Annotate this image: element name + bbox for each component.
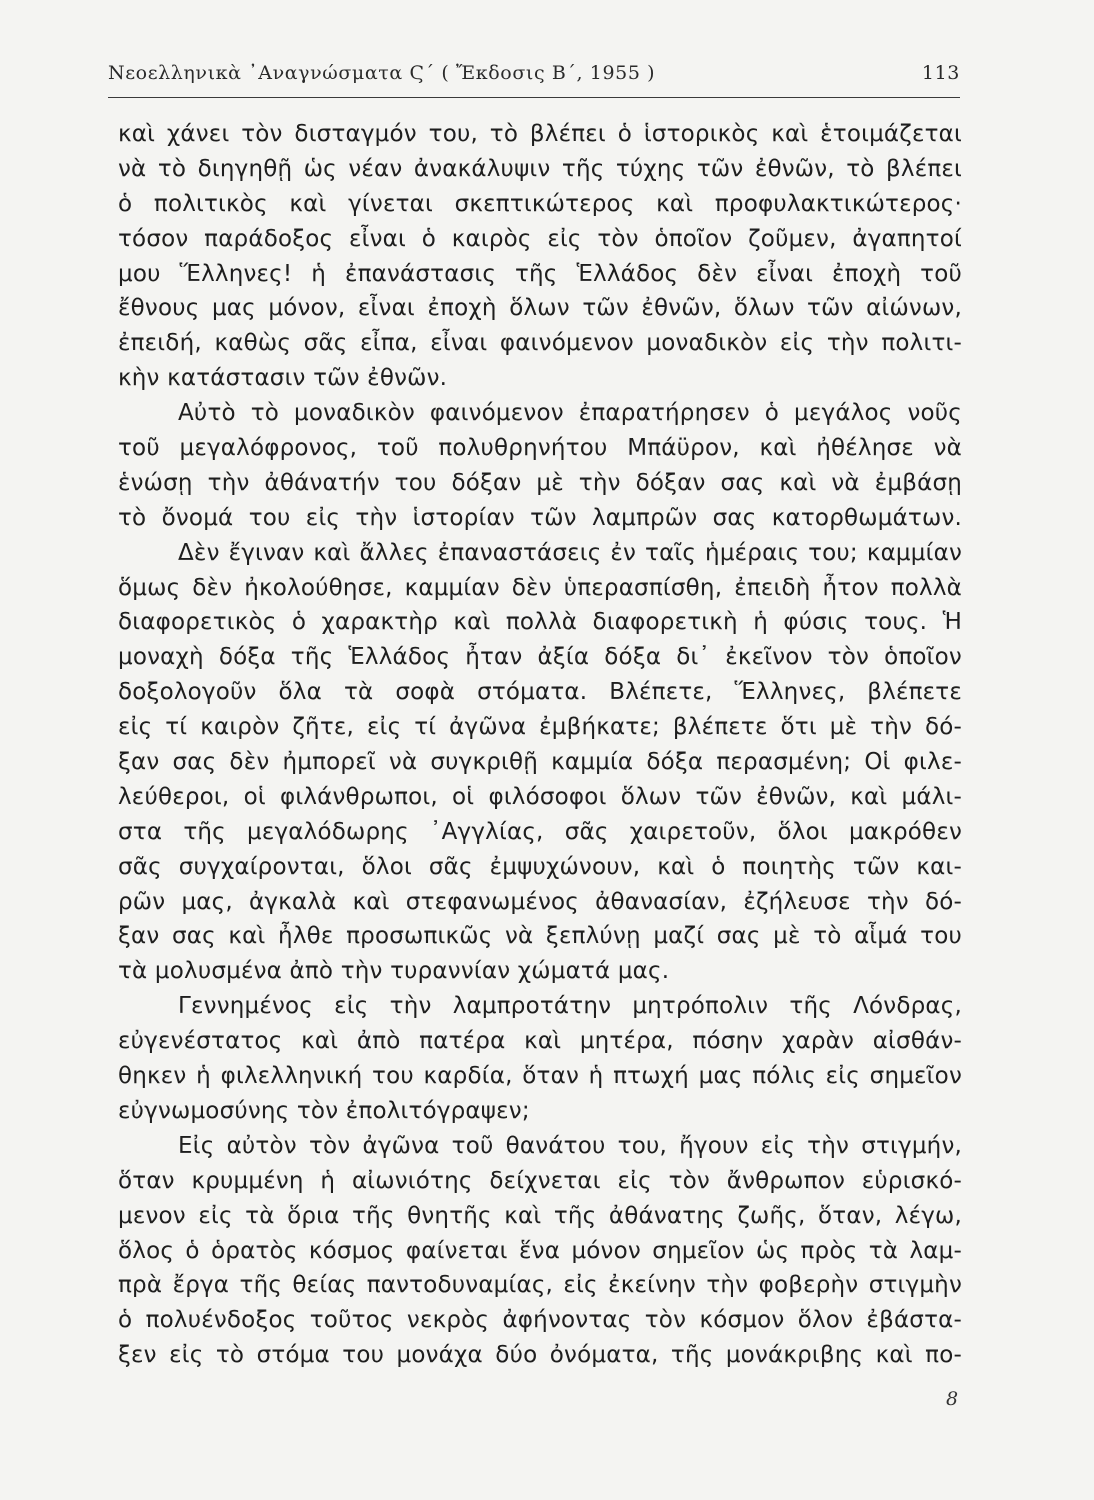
text-line: καὶ χάνει τὸν δισταγμόν του, τὸ βλέπει ὁ ἱστορικὸς καὶ ἑτοιμάζεται xyxy=(118,121,962,147)
text-line: δοξολογοῦν ὅλα τὰ σοφὰ στόματα. Βλέπετε, Ἕλληνες, βλέπετε xyxy=(118,679,962,706)
text-line: ἑνώσῃ τὴν ἀθάνατήν του δόξαν μὲ τὴν δόξαν σας καὶ νὰ ἐμβάσῃ xyxy=(118,469,962,496)
text-line: στα τῆς μεγαλόδωρης ᾿Αγγλίας, σᾶς χαιρετοῦν, ὅλοι μακρόθεν xyxy=(118,818,962,845)
text-line: ξαν σας δὲν ἠμπορεῖ νὰ συγκριθῇ καμμία δόξα περασμένη; Οἱ φιλε- xyxy=(118,749,962,776)
text-line: τὸ ὄνομά του εἰς τὴν ἱστορίαν τῶν λαμπρῶν σας κατορθωμάτων. xyxy=(118,504,962,531)
text-line: εὐγενέστατος καὶ ἀπὸ πατέρα καὶ μητέρα, πόσην χαρὰν αἰσθάν- xyxy=(118,1028,962,1055)
page-number: 113 xyxy=(921,62,960,84)
text-line: λεύθεροι, οἱ φιλάνθρωποι, οἱ φιλόσοφοι ὅλων τῶν ἐθνῶν, καὶ μάλι- xyxy=(118,783,962,810)
text-line: ξεν εἰς τὸ στόμα του μονάχα δύο ὀνόματα, τῆς μονάκριβης καὶ πο- xyxy=(118,1342,962,1369)
text-line: πρὰ ἔργα τῆς θείας παντοδυναμίας, εἰς ἐκείνην τὴν φοβερὴν στιγμὴν xyxy=(118,1272,962,1299)
text-line: εὐγνωμοσύνης τὸν ἐπολιτόγραψεν; xyxy=(118,1097,530,1124)
paragraph-start: Εἰς αὐτὸν τὸν ἀγῶνα τοῦ θανάτου του, ἤγουν εἰς τὴν στιγμήν, xyxy=(178,1132,962,1159)
text-line: μου Ἕλληνες! ἡ ἐπανάστασις τῆς Ἑλλάδος δὲν εἶναι ἐποχὴ τοῦ xyxy=(118,260,962,287)
signature-mark: 8 xyxy=(946,1388,959,1410)
text-line: τοῦ μεγαλόφρονος, τοῦ πολυθρηνήτου Μπάϋρον, καὶ ἠθέλησε νὰ xyxy=(118,435,962,462)
book-title: Νεοελληνικὰ ᾿Αναγνώσματα Ϛ΄ ( Ἔκδοσις Β΄, 1955 ) xyxy=(108,62,656,84)
text-line: θηκεν ἡ φιλελληνική του καρδία, ὅταν ἡ πτωχή μας πόλις εἰς σημεῖον xyxy=(118,1063,962,1090)
text-line: νὰ τὸ διηγηθῇ ὡς νέαν ἀνακάλυψιν τῆς τύχης τῶν ἐθνῶν, τὸ βλέπει xyxy=(118,155,962,182)
text-line: ὁ πολυένδοξος τοῦτος νεκρὸς ἀφήνοντας τὸν κόσμον ὅλον ἐβάστα- xyxy=(118,1307,962,1334)
text-line: τὰ μολυσμένα ἀπὸ τὴν τυραννίαν χώματά μας. xyxy=(118,958,670,985)
text-line: ἐπειδή, καθὼς σᾶς εἶπα, εἶναι φαινόμενον μοναδικὸν εἰς τὴν πολιτι- xyxy=(118,330,962,357)
text-line: ρῶν μας, ἀγκαλὰ καὶ στεφανωμένος ἀθανασίαν, ἐζήλευσε τὴν δό- xyxy=(118,888,962,915)
text-line: εἰς τί καιρὸν ζῆτε, εἰς τί ἀγῶνα ἐμβήκατε; βλέπετε ὅτι μὲ τὴν δό- xyxy=(118,714,962,741)
text-line: μοναχὴ δόξα τῆς Ἑλλάδος ἦταν ἀξία δόξα δι᾿ ἐκεῖνον τὸν ὁποῖον xyxy=(118,644,962,671)
text-line: ὅμως δὲν ἠκολούθησε, καμμίαν δὲν ὑπερασπίσθη, ἐπειδὴ ἦτον πολλὰ xyxy=(118,574,962,601)
body-text xyxy=(118,117,962,1373)
running-head xyxy=(108,62,960,92)
text-line: ὅταν κρυμμένη ἡ αἰωνιότης δείχνεται εἰς τὸν ἄνθρωπον εὑρισκό- xyxy=(118,1167,962,1194)
text-line: σᾶς συγχαίρονται, ὅλοι σᾶς ἐμψυχώνουν, καὶ ὁ ποιητὴς τῶν και- xyxy=(118,853,962,880)
text-line: ὅλος ὁ ὁρατὸς κόσμος φαίνεται ἕνα μόνον σημεῖον ὡς πρὸς τὰ λαμ- xyxy=(118,1237,962,1264)
text-line: τόσον παράδοξος εἶναι ὁ καιρὸς εἰς τὸν ὁποῖον ζοῦμεν, ἀγαπητοί xyxy=(118,225,962,252)
paragraph-start: Αὐτὸ τὸ μοναδικὸν φαινόμενον ἐπαρατήρησεν ὁ μεγάλος νοῦς xyxy=(178,400,962,427)
paragraph-start: Δὲν ἔγιναν καὶ ἄλλες ἐπαναστάσεις ἐν ταῖς ἡμέραις του; καμμίαν xyxy=(178,539,962,566)
text-line: κὴν κατάστασιν τῶν ἐθνῶν. xyxy=(118,365,448,392)
text-line: ξαν σας καὶ ἦλθε προσωπικῶς νὰ ξεπλύνῃ μαζί σας μὲ τὸ αἷμά του xyxy=(118,923,962,950)
header-rule xyxy=(108,97,960,98)
text-line: μενον εἰς τὰ ὅρια τῆς θνητῆς καὶ τῆς ἀθάνατης ζωῆς, ὅταν, λέγω, xyxy=(118,1202,962,1229)
text-line: ἔθνους μας μόνον, εἶναι ἐποχὴ ὅλων τῶν ἐθνῶν, ὅλων τῶν αἰώνων, xyxy=(118,295,962,322)
text-line: διαφορετικὸς ὁ χαρακτὴρ καὶ πολλὰ διαφορετικὴ ἡ φύσις τους. Ἡ xyxy=(118,609,962,636)
text-line: ὁ πολιτικὸς καὶ γίνεται σκεπτικώτερος καὶ προφυλακτικώτερος· xyxy=(118,190,962,217)
paragraph-start: Γεννημένος εἰς τὴν λαμπροτάτην μητρόπολιν τῆς Λόνδρας, xyxy=(178,993,962,1020)
